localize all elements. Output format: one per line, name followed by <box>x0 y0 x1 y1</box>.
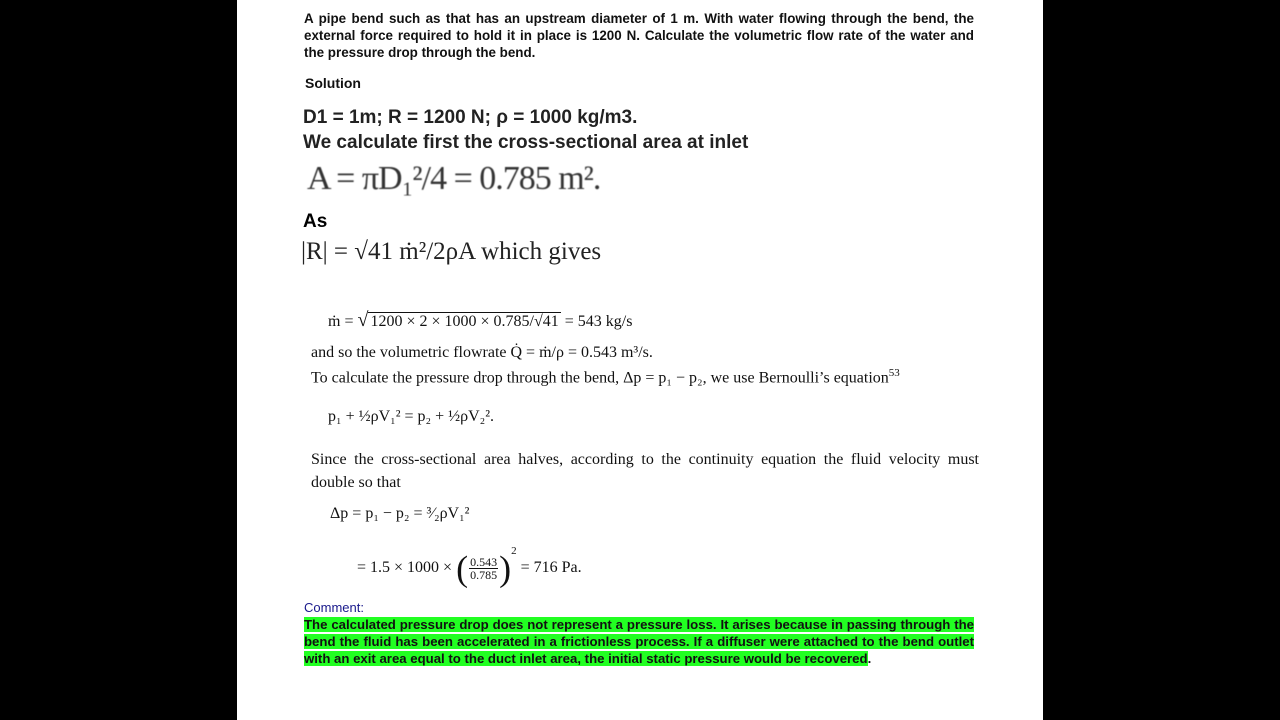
bernoulli-equation: p₁ + ½ρV₁² = p₂ + ½ρV₂². <box>328 408 495 425</box>
mdot-expression: 1200 × 2 × 1000 × 0.785/√41 <box>370 313 559 330</box>
volumetric-flow-text: and so the volumetric flowrate Q̇ = ṁ/ρ = 0.543 m³/s. <box>311 344 653 361</box>
given-values: D1 = 1m; R = 1200 N; ρ = 1000 kg/m3. <box>303 107 638 128</box>
fraction-denominator: 0.785 <box>470 567 498 582</box>
mass-flow-equation <box>328 309 632 332</box>
continuity-text: Since the cross-sectional area halves, according to the continuity equation the fluid velocity must double so that <box>311 451 979 491</box>
mdot-lhs: ṁ = <box>328 313 358 330</box>
calc-intro: We calculate first the cross-sectional area at inlet <box>303 132 749 153</box>
solution-heading: Solution <box>305 75 361 91</box>
comment-heading: Comment: <box>304 600 364 615</box>
document-page <box>237 0 1043 720</box>
problem-statement: A pipe bend such as that has an upstream diameter of 1 m. With water flowing through the bend, the external force required to hold it in place is 1200 N. Calculate the volumetric flow rate of the water and the pressure drop through the bend. <box>304 11 974 60</box>
fraction-numerator: 0.543 <box>470 554 498 569</box>
comment-body <box>304 616 974 667</box>
pressure-drop-text: To calculate the pressure drop through the bend, Δp = p₁ − p₂, we use Bernoulli’s equation <box>311 369 889 387</box>
dp-prefix: = 1.5 × 1000 × <box>357 559 453 576</box>
pressure-drop-result <box>357 545 582 589</box>
mdot-result: = 543 kg/s <box>560 313 633 330</box>
right-paren: ) <box>499 548 512 589</box>
as-label: As <box>303 211 328 232</box>
fraction-exponent: 2 <box>511 545 517 557</box>
velocity-ratio-fraction <box>469 556 498 581</box>
force-equation: |R| = √41 ṁ²/2ρA which gives <box>301 238 602 265</box>
pressure-drop-intro <box>311 367 900 387</box>
dp-suffix: = 716 Pa. <box>516 559 582 576</box>
area-equation: A = πD₁²/4 = 0.785 m². <box>307 160 601 197</box>
pressure-drop-equation: Δp = p₁ − p₂ = ³⁄₂ρV₁² <box>330 505 470 522</box>
comment-end: . <box>867 651 872 666</box>
footnote-ref: 53 <box>888 367 900 379</box>
left-paren: ( <box>456 548 469 589</box>
comment-highlighted-text: The calculated pressure drop does not represent a pressure loss. It arises because in passing through the bend the fluid has been accelerated in a frictionless process. If a diffuser were attached to the bend outlet with an exit area equal to the duct inlet area, the initial static pressure would be recovered <box>304 617 974 666</box>
sqrt-sign: √ <box>357 309 369 331</box>
